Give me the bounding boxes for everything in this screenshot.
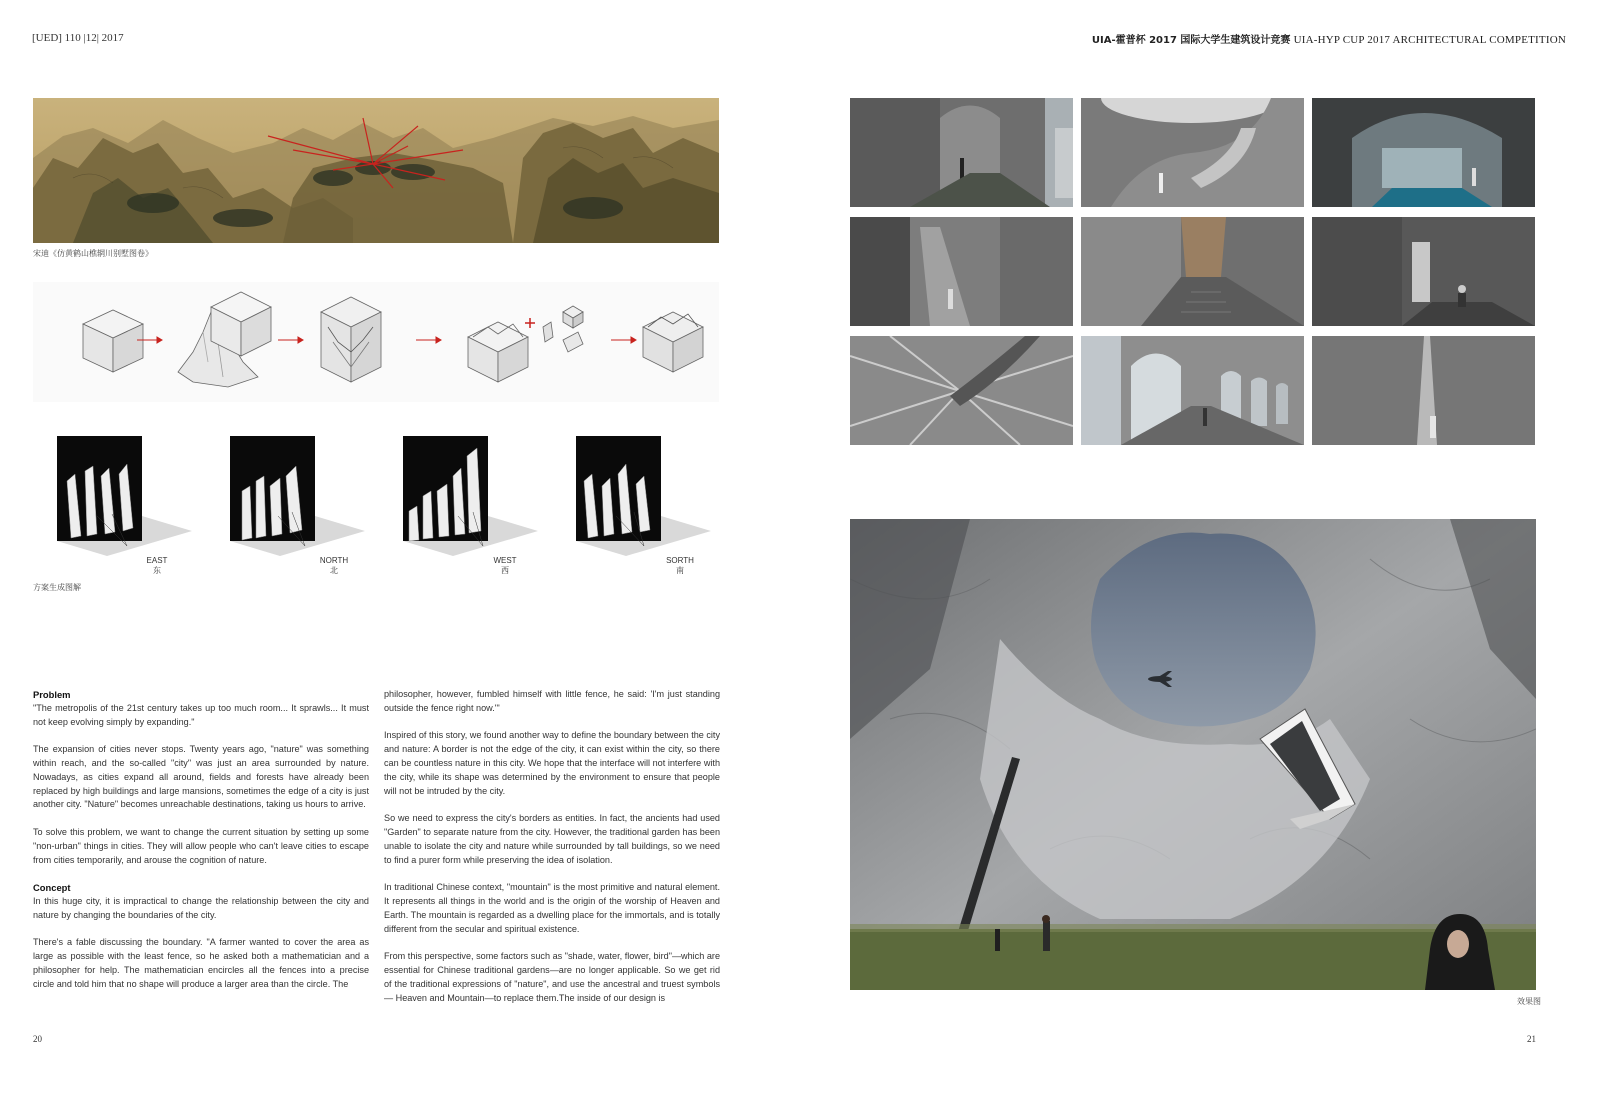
label-north: [314, 556, 354, 576]
paragraph: In traditional Chinese context, "mountain" is the most primitive and natural element. It represents all things in the world and is the origin of the worship of Heaven and Earth. The mountain is regarded as a dwelling place for the immortals, and is totally different from the secular and spiritual existence.: [384, 882, 720, 934]
label-east: [137, 556, 177, 576]
render-seated-figure: [1312, 217, 1535, 326]
elevation-west: [403, 436, 563, 576]
render-corridor-city: [850, 98, 1073, 207]
text-column-2: [384, 688, 720, 1005]
paragraph: Inspired of this story, we found another way to define the boundary between the city and nature: A border is not the edge of the city, it can exist within the city, so there can be countless nature in this city. We hope that the interface will not interfere with the city, while its shape was determined by the environment to ensure that people will not be intruded by the city.: [384, 730, 720, 796]
render-cave-pool: [1312, 98, 1535, 207]
cube-icon: [83, 310, 143, 372]
render-caption: 效果图: [1517, 997, 1541, 1006]
text-column-1: [33, 688, 369, 992]
paragraph: In this huge city, it is impractical to change the relationship between the city and nature by changing the boundaries of the city.: [33, 895, 369, 920]
landscape-scroll-painting: [33, 98, 719, 243]
paragraph: There's a fable discussing the boundary. "A farmer wanted to cover the area as large as possible with the least fence, so he asked both a mathematician and a philosopher for help. The mathematician encircles all the fences into a precise circle and told him that no shape will produce a larger area than the circle. The: [33, 937, 369, 989]
render-light-shaft: [1312, 336, 1535, 445]
generation-diagram: [33, 282, 719, 402]
label-south-en: SORTH: [666, 556, 694, 565]
main-render-cave-sky: [850, 519, 1536, 990]
label-north-en: NORTH: [319, 556, 349, 565]
paragraph: From this perspective, some factors such as "shade, water, flower, bird"—which are essential for Chinese traditional gardens—are no longer applicable. So we get rid of the traditional expressions of "nature", and use the ancestral and truest symbols— Heaven and Mountain—to replace them.The inside of our design is: [384, 951, 720, 1003]
paragraph: So we need to express the city's borders as entities. In fact, the ancients had used "Garden" to separate nature from the city. However, the traditional garden has been unable to isolate the city and nature while surrounded by tall buildings, so we need to find a purer form while preserving the idea of isolation.: [384, 813, 720, 865]
label-west: [485, 556, 525, 576]
render-arched-corridor: [1081, 336, 1304, 445]
label-east-cn: 东: [153, 566, 161, 575]
elevation-south: [576, 436, 736, 576]
label-west-en: WEST: [493, 556, 517, 565]
competition-title-en: UIA-HYP CUP 2017 ARCHITECTURAL COMPETITION: [1293, 34, 1566, 46]
paragraph: To solve this problem, we want to change the current situation by setting up some "non-urban" things in cities. They will allow people who can't leave cities to escape from cities temporarily, and arouse the cognition of nature.: [33, 826, 369, 865]
paragraph: "The metropolis of the 21st century takes up too much room... It sprawls... It must not keep evolving simply by expanding.": [33, 702, 369, 727]
elevation-north: [230, 436, 390, 576]
render-skylight-corridor: [850, 217, 1073, 326]
render-light-rays: [850, 336, 1073, 445]
competition-title-cn: UIA-霍普杯 2017 国际大学生建筑设计竞赛: [1091, 35, 1291, 46]
diagram-caption: 方案生成图解: [33, 583, 81, 592]
issue-info: [UED] 110 |12| 2017: [32, 32, 124, 44]
problem-heading: Problem: [33, 689, 71, 700]
label-west-cn: 西: [501, 566, 509, 575]
page-number-left: 20: [33, 1034, 42, 1044]
label-north-cn: 北: [330, 566, 338, 575]
elevation-east: [57, 436, 217, 576]
label-east-en: EAST: [146, 556, 168, 565]
concept-heading: Concept: [33, 882, 71, 894]
render-curved-ramp: [1081, 98, 1304, 207]
painting-caption: 宋迪《仿黄鹤山樵辋川别墅图卷》: [33, 249, 153, 258]
paragraph: The expansion of cities never stops. Twenty years ago, "nature" was something within reach, and the so-called "city" was just an area surrounded by nature. Nowadays, as cities expand all around, fields and forests have already been replaced by high buildings and large mansions, sometimes the edge of a city is just another city. "Nature" becomes unreachable destinations, taking us hours to arrive.: [33, 744, 369, 810]
competition-title: [1092, 31, 1566, 46]
label-south-cn: 南: [676, 566, 684, 575]
label-south: [660, 556, 700, 576]
paragraph: philosopher, however, fumbled himself with little fence, he said: 'I'm just standing outside the fence right now.'": [384, 689, 720, 713]
render-mountain-view: [1081, 217, 1304, 326]
page-number-right: 21: [1527, 1034, 1536, 1044]
